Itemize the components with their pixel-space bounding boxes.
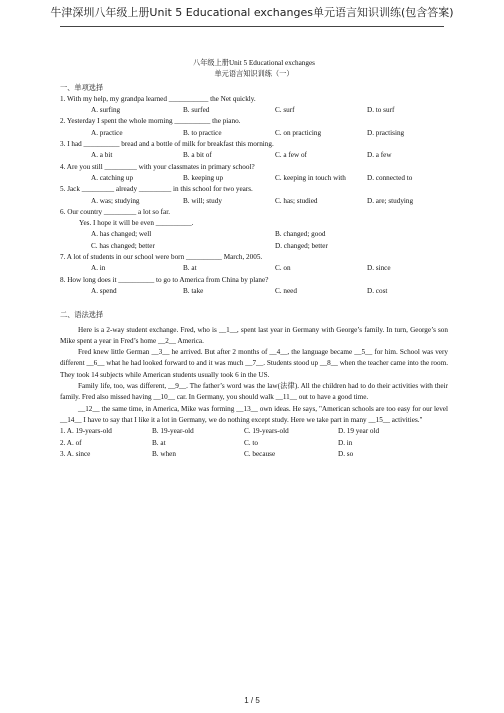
passage-paragraph: Fred knew little German __3__ he arrived. But after 2 months of __4__, the language became __5__ for him. School was very different __6__ what he had looked forward to and it was much __7__. Students stood up __8__ when the teacher came into the room. They took 14 subjects while American students usually took 6 in the US. xyxy=(60,348,448,379)
question-1: 1. With my help, my grandpa learned ___________ the Net quickly. xyxy=(60,94,256,103)
section-heading-1: 一、单项选择 xyxy=(60,83,104,92)
question-7: 7. A lot of students in our school were born __________ March, 2005. xyxy=(60,253,263,262)
option: C. has; studied xyxy=(275,196,318,205)
option: B. when xyxy=(152,449,176,458)
answer-row-2 xyxy=(60,438,448,449)
option: C. 19-years-old xyxy=(244,427,289,436)
passage-paragraph: __12__ the same time, in America, Mike was forming __13__ own ideas. He says, "American schools are too easy for our level __14__ I have to say that I like it a lot in Germany, we do nothing except study. Here we take part in many __15__ activities." xyxy=(60,404,448,424)
option: B. surfed xyxy=(183,106,210,115)
option: B. to practice xyxy=(183,128,222,137)
page-number: 1 / 5 xyxy=(244,696,260,705)
passage-paragraph: Family life, too, was different, __9__. The father’s word was the law(法律). All the children had to do their activities with their family. Fred also missed having __10__ car. In Germany, you should walk __11__ out to have a good time. xyxy=(60,382,448,402)
question-8-options xyxy=(60,286,448,297)
question-3: 3. I had __________ bread and a bottle of milk for breakfast this morning. xyxy=(60,140,274,149)
option: C. on practicing xyxy=(275,128,322,137)
question-4-options xyxy=(60,173,448,184)
header-rule xyxy=(60,26,444,27)
option: D. in xyxy=(338,438,353,447)
option: D. connected to xyxy=(367,173,413,182)
question-6: 6. Our country _________ a lot so far. xyxy=(60,207,170,216)
option: B. a bit of xyxy=(183,151,212,160)
option: D. practising xyxy=(367,128,405,137)
option: C. need xyxy=(275,286,297,295)
option: C. on xyxy=(275,264,291,273)
option: B. will; study xyxy=(183,196,222,205)
option: A. a bit xyxy=(91,151,113,160)
option: 2. A. of xyxy=(60,438,82,447)
section-heading-2: 二、语法选择 xyxy=(60,311,104,320)
option: B. at xyxy=(152,438,166,447)
option: A. spend xyxy=(91,286,117,295)
option: B. at xyxy=(183,264,197,273)
option: 1. A. 19-years-old xyxy=(60,427,112,436)
answer-row-3 xyxy=(60,449,448,460)
question-6-reply: Yes. I hope it will be even __________. xyxy=(79,219,194,228)
question-5-options xyxy=(60,196,448,207)
option: A. in xyxy=(91,264,106,273)
option: D. cost xyxy=(367,286,388,295)
question-2: 2. Yesterday I spent the whole morning __________ the piano. xyxy=(60,117,241,126)
answer-row-1 xyxy=(60,426,448,437)
option: A. catching up xyxy=(91,173,134,182)
question-7-options xyxy=(60,263,448,274)
question-1-options xyxy=(60,105,448,116)
option: C. because xyxy=(244,449,276,458)
option: 3. A. since xyxy=(60,449,91,458)
option: C. has changed; better xyxy=(91,241,155,250)
option: D. since xyxy=(367,264,391,273)
page-header: 牛津深圳八年级上册Unit 5 Educational exchanges单元语言知识训练(包含答案) xyxy=(50,6,454,19)
option: D. are; studying xyxy=(367,196,414,205)
option: B. keeping up xyxy=(183,173,224,182)
option: A. practice xyxy=(91,128,123,137)
option: D. so xyxy=(338,449,354,458)
doc-title: 八年级上册Unit 5 Educational exchanges xyxy=(193,59,315,67)
option: A. was; studying xyxy=(91,196,140,205)
question-2-options xyxy=(60,128,448,139)
question-4: 4. Are you still _________ with your classmates in primary school? xyxy=(60,162,255,171)
option: C. keeping in touch with xyxy=(275,173,346,182)
option: C. surf xyxy=(275,106,295,115)
option: A. surfing xyxy=(91,106,121,115)
document-body xyxy=(60,58,448,460)
option: A. has changed; well xyxy=(91,230,152,239)
question-6-options-row1 xyxy=(60,229,448,240)
option: C. to xyxy=(244,438,258,447)
question-8: 8. How long does it __________ to go to America from China by plane? xyxy=(60,275,269,284)
question-5: 5. Jack _________ already _________ in this school for two years. xyxy=(60,185,253,194)
question-6-options-row2 xyxy=(60,241,448,252)
option: D. to surf xyxy=(367,106,395,115)
option: B. take xyxy=(183,286,204,295)
option: C. a few of xyxy=(275,151,307,160)
option: D. changed; better xyxy=(275,241,328,250)
option: B. changed; good xyxy=(275,230,326,239)
doc-subtitle: 单元语言知识训练（一） xyxy=(214,70,294,79)
option: B. 19-year-old xyxy=(152,427,194,436)
question-3-options xyxy=(60,150,448,161)
passage-paragraph: Here is a 2-way student exchange. Fred, who is __1__, spent last year in Germany with George’s family. In turn, George’s son Mike spent a year in Fred’s home __2__ America. xyxy=(60,325,448,345)
option: D. 19 year old xyxy=(338,427,380,436)
option: D. a few xyxy=(367,151,392,160)
